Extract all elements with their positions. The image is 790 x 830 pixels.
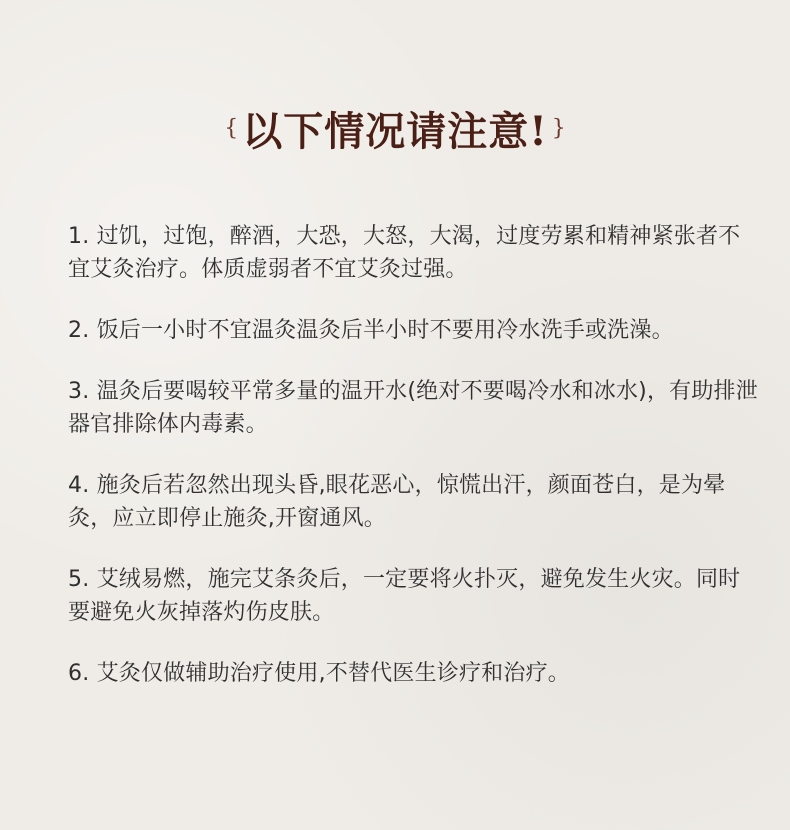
right-brace: } <box>551 116 566 141</box>
list-item: 6. 艾灸仅做辅助治疗使用,不替代医生诊疗和治疗。 <box>68 661 570 686</box>
list-item: 4. 施灸后若忽然出现头昏,眼花恶心，惊慌出汗，颜面苍白，是为晕灸，应立即停止施灸,开窗通风。 <box>68 473 726 531</box>
left-brace: { <box>224 116 239 141</box>
list-item: 5. 艾绒易燃，施完艾条灸后，一定要将火扑灭，避免发生火灾。同时要避免火灰掉落灼伤皮肤。 <box>68 567 741 625</box>
title-row <box>0 100 790 157</box>
list-item: 3. 温灸后要喝较平常多量的温开水(绝对不要喝冷水和冰水)，有助排泄器官排除体内毒素。 <box>68 379 758 437</box>
list-item: 2. 饭后一小时不宜温灸温灸后半小时不要用冷水洗手或洗澡。 <box>68 318 674 343</box>
list-item: 1. 过饥，过饱，醉酒，大恐，大怒，大渴，过度劳累和精神紧张者不宜艾灸治疗。体质虚弱者不宜艾灸过强。 <box>68 224 741 282</box>
notice-list <box>68 220 758 718</box>
page-title: 以下情况请注意! <box>242 108 548 155</box>
